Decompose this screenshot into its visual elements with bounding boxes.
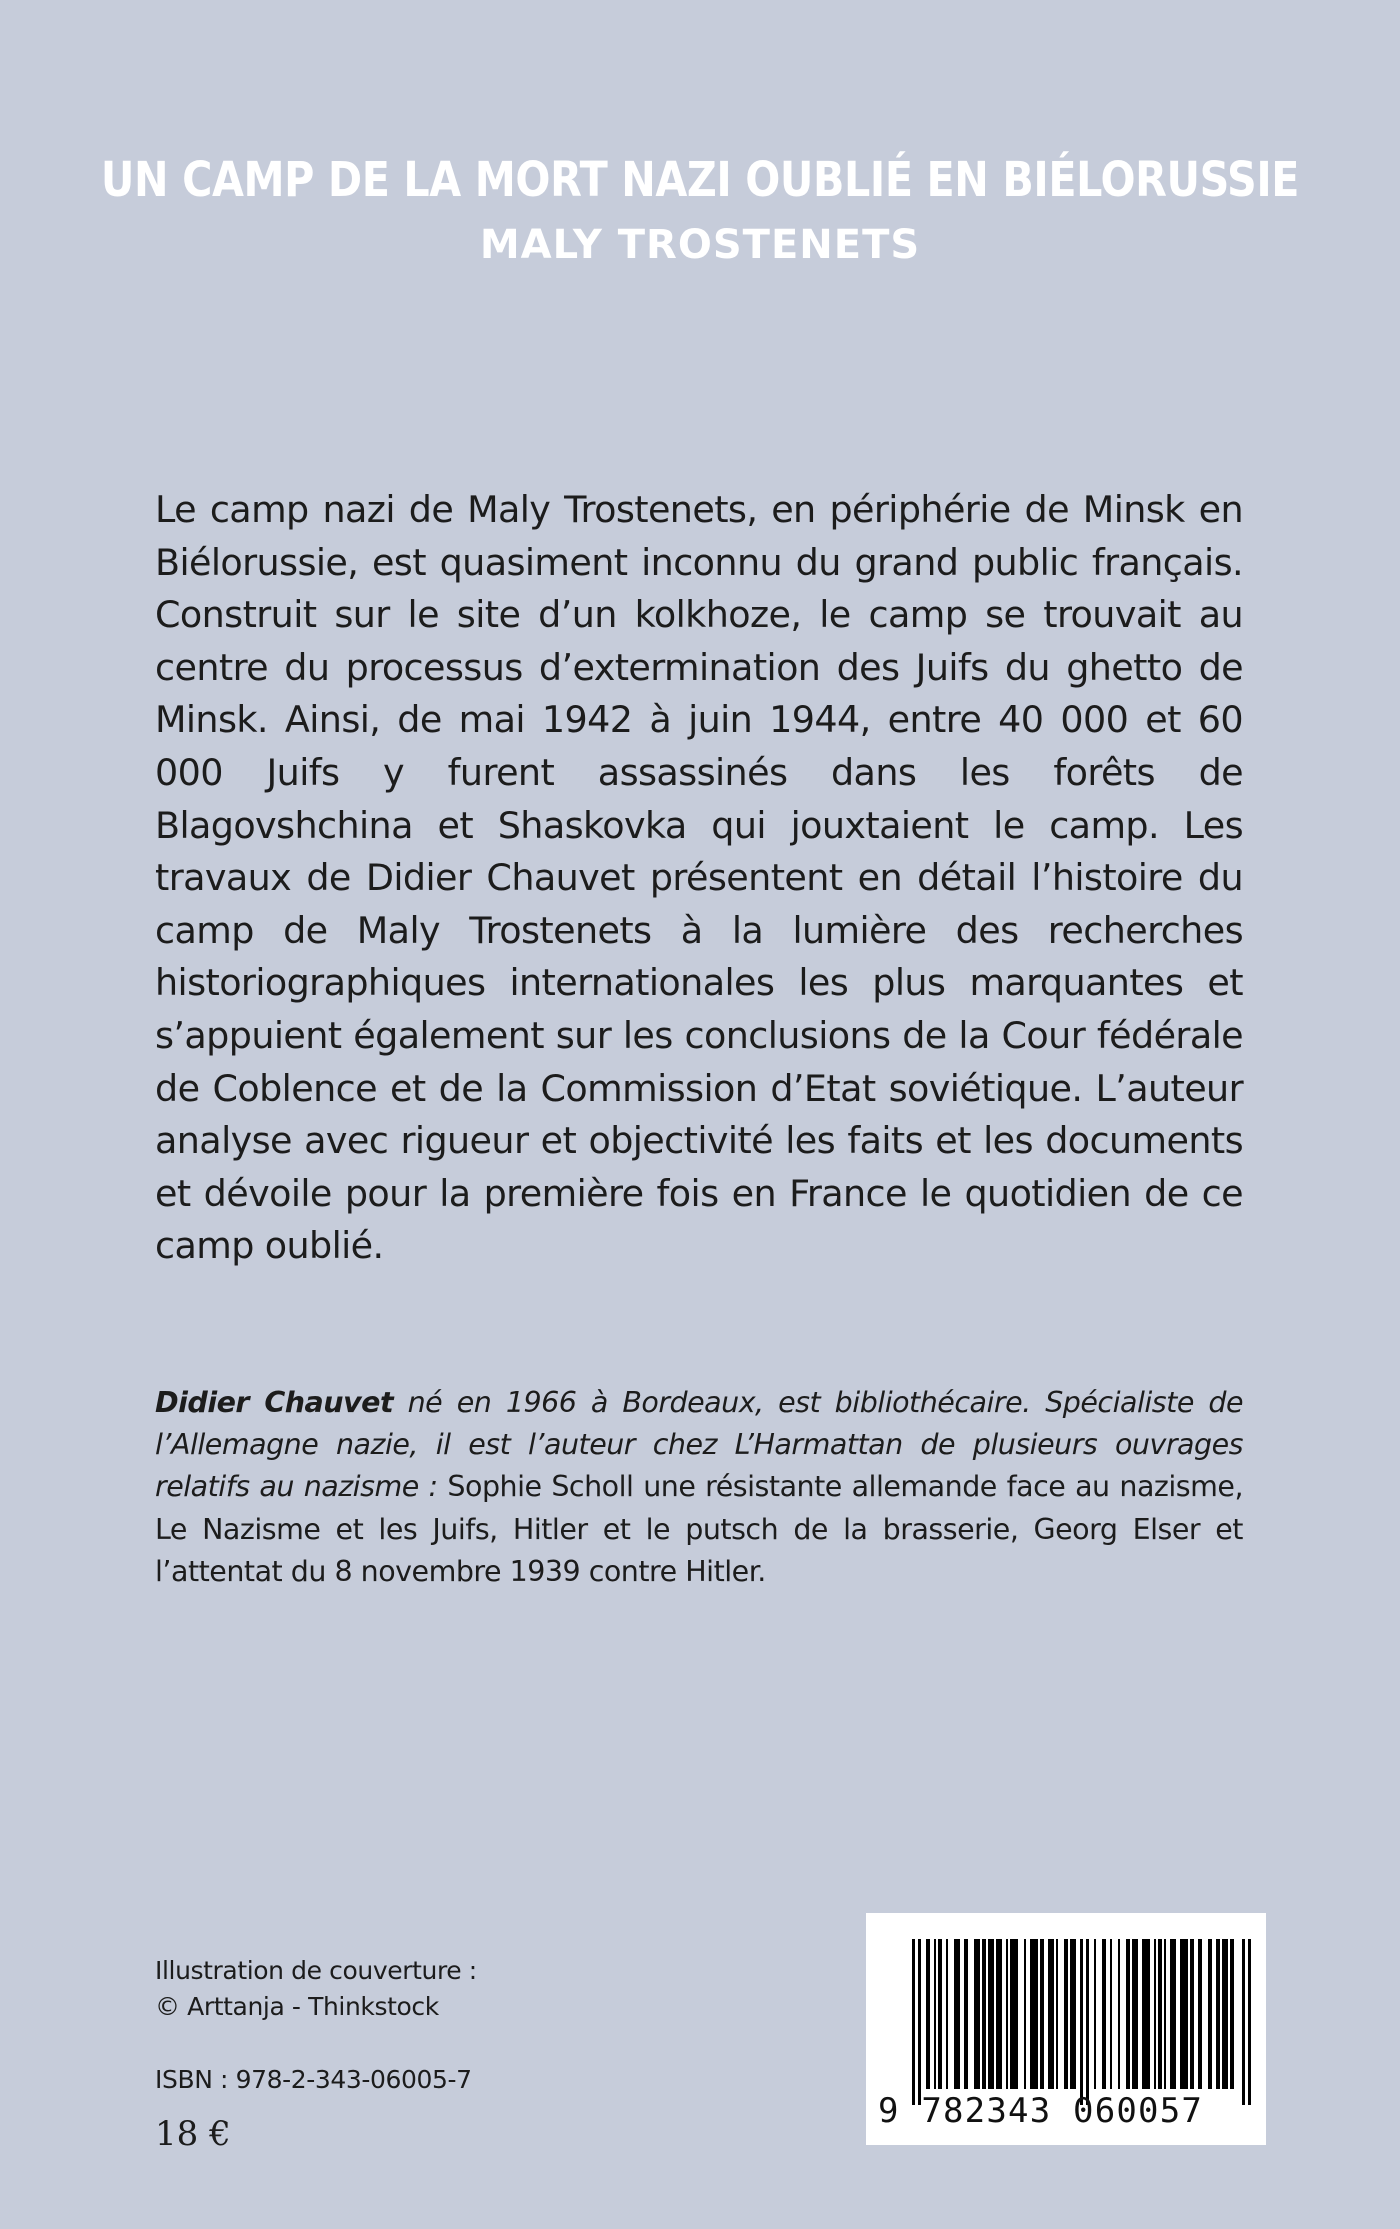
barcode-bar: [996, 1939, 1002, 2089]
barcode-bar: [1024, 1939, 1026, 2089]
barcode-bar: [1030, 1939, 1038, 2089]
barcode-bar: [1198, 1939, 1202, 2089]
barcode-bar: [1118, 1939, 1120, 2089]
barcode-bar: [974, 1939, 980, 2089]
barcode-bar: [1102, 1939, 1106, 2089]
barcode-bar: [1170, 1939, 1176, 2089]
price-text: 18 €: [155, 2114, 231, 2154]
author-bio-intro: né en 1966 à Bordeaux, est bibliothécaire. Spécialiste de l’Allemagne nazie, il est l’auteur chez L’Harmattan de plusieurs ouvrages relatifs au nazisme :: [155, 1386, 1243, 1504]
barcode-bar: [1242, 1939, 1245, 2105]
barcode-bar: [934, 1939, 936, 2089]
barcode-bar: [1208, 1939, 1212, 2089]
barcode-bar: [938, 1939, 942, 2089]
barcode-bar: [1222, 1939, 1228, 2089]
barcode-bar: [982, 1939, 986, 2089]
cover-credit: [155, 1953, 477, 2025]
book-subtitle: MALY TROSTENETS: [479, 222, 921, 268]
barcode-bar: [988, 1939, 994, 2089]
barcode-bar: [1190, 1939, 1194, 2089]
back-cover-blurb: Le camp nazi de Maly Trostenets, en périphérie de Minsk en Biélorussie, est quasiment inconnu du grand public français. Construit sur le site d’un kolkhoze, le camp se trouvait au centre du processus d’extermination des Juifs du ghetto de Minsk. Ainsi, de mai 1942 à juin 1944, entre 40 000 et 60 000 Juifs y furent assassinés dans les forêts de Blagovshchina et Shaskovka qui jouxtaient le camp. Les travaux de Didier Chauvet présentent en détail l’histoire du camp de Maly Trostenets à la lumière des recherches historiographiques internationales les plus marquantes et s’appuient également sur les conclusions de la Cour fédérale de Coblence et de la Commission d’Etat soviétique. L’auteur analyse avec rigueur et objectivité les faits et les documents et dévoile pour la première fois en France le quotidien de ce camp oublié.: [155, 488, 1243, 1268]
book-title: UN CAMP DE LA MORT NAZI OUBLIÉ EN BIÉLORUSSIE: [100, 152, 1300, 208]
author-works: Sophie Scholl une résistante allemande face au nazisme, Le Nazisme et les Juifs, Hitler et le putsch de la brasserie, Georg Elser et l’attentat du 8 novembre 1939 contre Hitler.: [155, 1470, 1244, 1588]
barcode-digits: 9 782343 060057: [878, 2091, 1204, 2131]
barcode-bar: [1048, 1939, 1054, 2089]
barcode-bar: [918, 1939, 921, 2105]
barcode: [866, 1913, 1266, 2145]
barcode-bar: [964, 1939, 968, 2089]
author-name: Didier Chauvet: [155, 1386, 394, 1419]
barcode-bar: [1040, 1939, 1044, 2089]
barcode-bar: [1180, 1939, 1188, 2089]
barcode-bar: [912, 1939, 915, 2105]
credit-source: © Arttanja - Thinkstock: [155, 1992, 439, 2021]
barcode-bar: [954, 1939, 960, 2089]
barcode-bar: [926, 1939, 930, 2089]
barcode-bar: [1010, 1939, 1018, 2089]
barcode-bar: [1080, 1939, 1083, 2105]
barcode-bar: [1132, 1939, 1138, 2089]
isbn-text: ISBN : 978-2-343-06005-7: [155, 2065, 472, 2094]
barcode-bar: [1006, 1939, 1008, 2089]
barcode-bar: [1110, 1939, 1112, 2089]
barcode-bar: [1142, 1939, 1150, 2089]
barcode-bar: [1064, 1939, 1068, 2089]
barcode-bar: [1248, 1939, 1251, 2105]
credit-label: Illustration de couverture :: [155, 1956, 477, 1985]
barcode-bar: [1086, 1939, 1089, 2105]
barcode-bar: [1230, 1939, 1234, 2089]
barcode-bar: [1094, 1939, 1096, 2089]
barcode-bar: [1070, 1939, 1076, 2089]
author-bio: [155, 1382, 1243, 1593]
barcode-bar: [1126, 1939, 1130, 2089]
barcode-bar: [1056, 1939, 1058, 2089]
barcode-bar: [946, 1939, 948, 2089]
barcode-bar: [1158, 1939, 1162, 2089]
barcode-bar: [1154, 1939, 1156, 2089]
barcode-bar: [1164, 1939, 1166, 2089]
barcode-bar: [1216, 1939, 1220, 2089]
